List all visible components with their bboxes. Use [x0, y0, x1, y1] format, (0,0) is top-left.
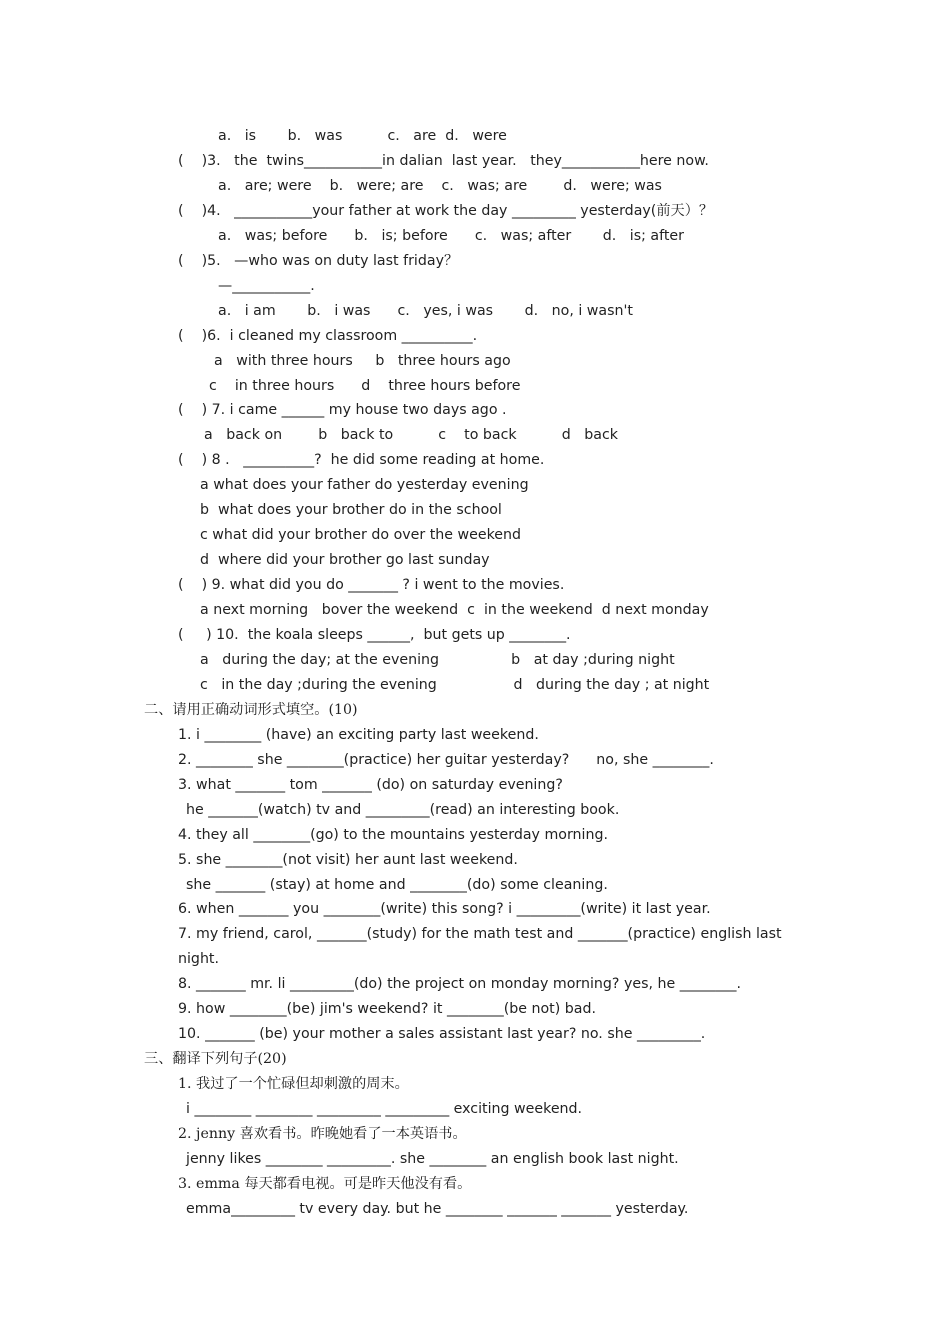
worksheet-line: a. i am b. i was c. yes, i was d. no, i wasn't: [218, 302, 633, 319]
worksheet-line: ( )3. the twins___________in dalian last year. they___________here now.: [178, 152, 709, 169]
worksheet-line: ( ) 8 . __________? he did some reading at home.: [178, 452, 545, 469]
worksheet-line: jenny likes ________ _________. she ________ an english book last night.: [186, 1150, 679, 1167]
worksheet-line: a with three hours b three hours ago: [214, 352, 511, 369]
worksheet-line: b what does your brother do in the school: [200, 502, 502, 519]
worksheet-line: ( )6. i cleaned my classroom __________.: [178, 327, 478, 344]
worksheet-line: 6. when _______ you ________(write) this song? i _________(write) it last year.: [178, 901, 711, 918]
worksheet-line: ( ) 10. the koala sleeps ______, but gets up ________.: [178, 627, 571, 643]
worksheet-line: 9. how ________(be) jim's weekend? it ________(be not) bad.: [178, 1001, 596, 1018]
worksheet-line: d where did your brother go last sunday: [200, 552, 490, 569]
worksheet-line: i ________ ________ _________ _________ exciting weekend.: [186, 1101, 583, 1118]
worksheet-line: ( ) 9. what did you do _______ ? i went to the movies.: [178, 577, 565, 594]
worksheet-line: 1. i ________ (have) an exciting party last weekend.: [178, 726, 539, 743]
worksheet-line: ( )5. —who was on duty last friday？: [178, 252, 459, 269]
worksheet-line: a next morning bover the weekend c in the weekend d next monday: [200, 602, 709, 619]
section-heading: 二、请用正确动词形式填空。(10): [144, 701, 358, 718]
worksheet-line: 1. 我过了一个忙碌但却刺激的周末。: [178, 1076, 409, 1093]
worksheet-line: she _______ (stay) at home and ________(do) some cleaning.: [186, 876, 608, 893]
worksheet-line: c what did your brother do over the weekend: [200, 527, 522, 544]
worksheet-line: a back on b back to c to back d back: [204, 427, 618, 444]
worksheet-line: 10. _______ (be) your mother a sales assistant last year? no. she _________.: [178, 1026, 706, 1043]
worksheet-line: 3. emma 每天都看电视。可是昨天他没有看。: [178, 1175, 472, 1192]
worksheet-line: a. was; before b. is; before c. was; after d. is; after: [218, 227, 684, 244]
worksheet-line: a. are; were b. were; are c. was; are d. were; was: [218, 177, 662, 194]
worksheet-line: c in the day ;during the evening d during the day ; at night: [200, 676, 710, 693]
worksheet-line: night.: [178, 951, 220, 968]
worksheet-line: a. is b. was c. are d. were: [218, 128, 507, 144]
worksheet-line: —___________.: [218, 277, 315, 294]
worksheet-line: ( )4. ___________your father at work the day _________ yesterday(前天）？: [178, 202, 714, 219]
worksheet-line: 5. she ________(not visit) her aunt last weekend.: [178, 851, 518, 868]
worksheet-line: 3. what _______ tom _______ (do) on saturday evening?: [178, 776, 563, 793]
worksheet-line: 2. ________ she ________(practice) her guitar yesterday? no, she ________.: [178, 751, 714, 768]
worksheet-line: c in three hours d three hours before: [209, 377, 521, 394]
worksheet-line: he _______(watch) tv and _________(read) an interesting book.: [186, 801, 620, 818]
worksheet-line: a during the day; at the evening b at day ;during night: [200, 651, 675, 668]
worksheet-line: 4. they all ________(go) to the mountains yesterday morning.: [178, 826, 608, 843]
worksheet-line: 8. _______ mr. li _________(do) the project on monday morning? yes, he ________.: [178, 976, 741, 993]
worksheet-line: 7. my friend, carol, _______(study) for the math test and _______(practice) english last: [178, 926, 782, 943]
worksheet-line: a what does your father do yesterday evening: [200, 477, 529, 494]
worksheet-line: emma_________ tv every day. but he ________ _______ _______ yesterday.: [186, 1200, 689, 1217]
section-heading: 三、翻译下列句子(20): [144, 1051, 287, 1068]
worksheet-line: ( ) 7. i came ______ my house two days ago .: [178, 402, 507, 419]
worksheet-line: 2. jenny 喜欢看书。昨晚她看了一本英语书。: [178, 1126, 467, 1142]
